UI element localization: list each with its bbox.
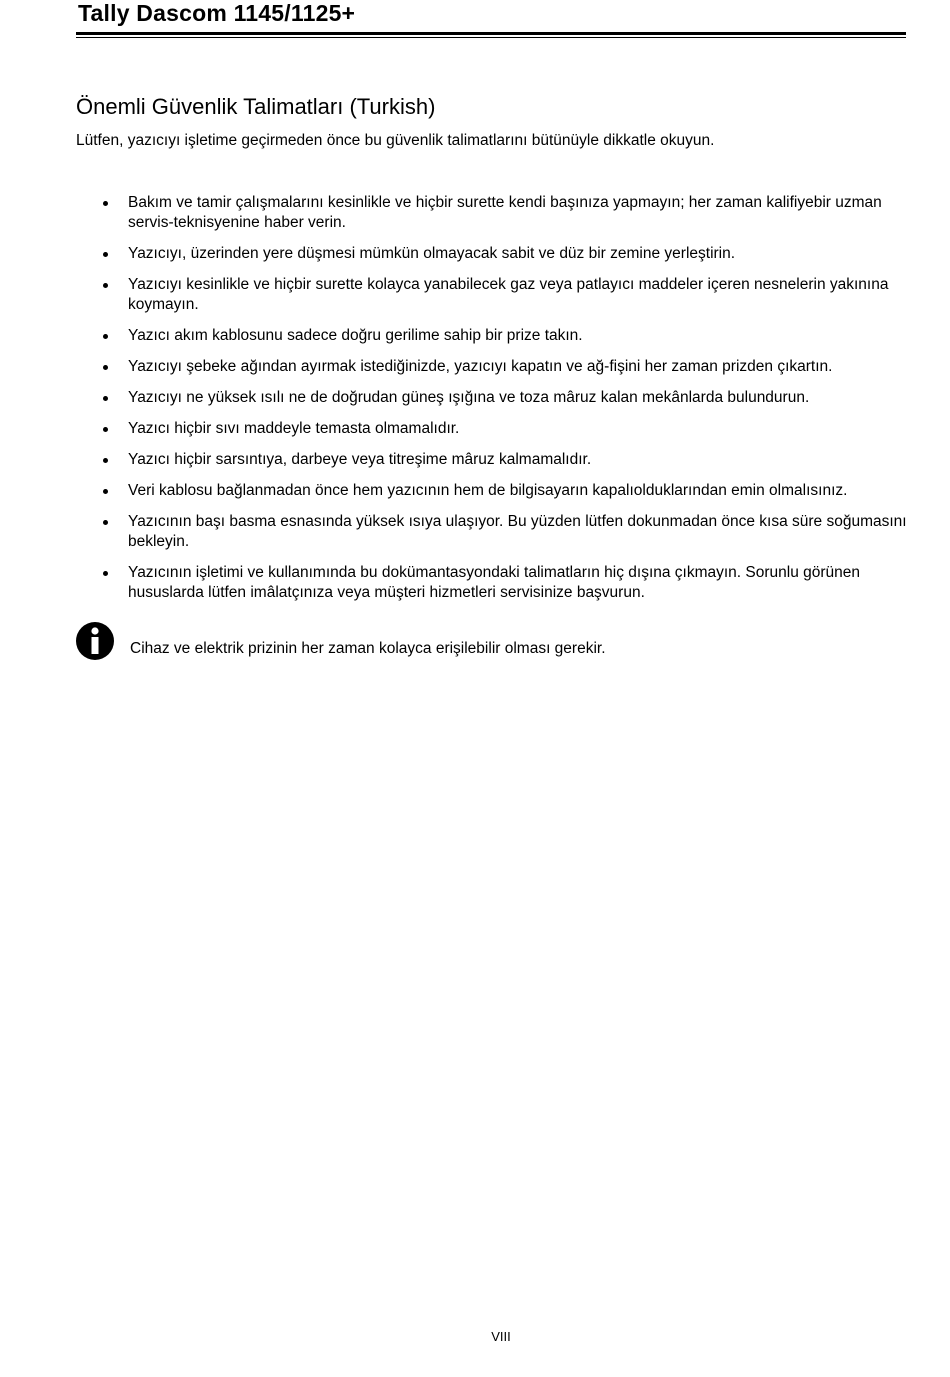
bullet-icon [103,427,108,432]
list-item-text: Yazıcıyı kesinlikle ve hiçbir surette kolayca yanabilecek gaz veya patlayıcı maddeler içeren nesnelerin yakınına koymayın. [128,276,889,313]
list-item [76,388,926,408]
list-item [76,357,926,377]
list-item [76,450,926,470]
bullet-icon [103,489,108,494]
list-item-text: Yazıcıyı, üzerinden yere düşmesi mümkün olmayacak sabit ve düz bir zemine yerleştirin. [128,245,736,262]
bullet-icon [103,334,108,339]
section-heading: Önemli Güvenlik Talimatları (Turkish) [76,94,436,119]
header-rule-thin [76,37,906,38]
page-number: VIII [491,1329,511,1344]
bullet-icon [103,571,108,576]
bullet-icon [103,201,108,206]
list-item-text: Yazıcı akım kablosunu sadece doğru gerilime sahip bir prize takın. [128,327,583,344]
bullet-icon [103,458,108,463]
list-item [76,244,926,264]
bullet-icon [103,396,108,401]
list-item-text: Veri kablosu bağlanmadan önce hem yazıcının hem de bilgisayarın kapalıolduklarından emin olmalısınız. [128,482,848,499]
info-icon [76,622,114,660]
bullet-icon [103,365,108,370]
list-item-text: Yazıcının başı basma esnasında yüksek ısıya ulaşıyor. Bu yüzden lütfen dokunmadan önce kısa süre soğumasını bekleyin. [128,513,907,550]
list-item [76,563,926,603]
list-item-text: Yazıcı hiçbir sarsıntıya, darbeye veya titreşime mâruz kalmamalıdır. [128,451,592,468]
bullet-icon [103,520,108,525]
list-item [76,481,926,501]
header-rule-thick [76,32,906,35]
document-header-title: Tally Dascom 1145/1125+ [78,0,356,26]
list-item [76,326,926,346]
list-item-text: Yazıcı hiçbir sıvı maddeyle temasta olmamalıdır. [128,420,460,437]
bullet-icon [103,252,108,257]
list-item [76,275,926,315]
list-item-text: Yazıcıyı ne yüksek ısılı ne de doğrudan güneş ışığına ve toza mâruz kalan mekânlarda bulundurun. [128,389,810,406]
list-item-text: Yazıcının işletimi ve kullanımında bu dokümantasyondaki talimatların hiç dışına çıkmayın. Sorunlu görünen hususlarda lütfen imâlatçınıza veya müşteri hizmetleri servisinize başvurun. [128,564,861,601]
list-item-text: Yazıcıyı şebeke ağından ayırmak istediğinizde, yazıcıyı kapatın ve ağ-fişini her zaman prizden çıkartın. [128,358,833,375]
list-item [76,512,926,552]
note-text: Cihaz ve elektrik prizinin her zaman kolayca erişilebilir olması gerekir. [130,640,606,657]
list-item [76,419,926,439]
list-item [76,193,926,233]
intro-paragraph: Lütfen, yazıcıyı işletime geçirmeden önce bu güvenlik talimatlarını bütünüyle dikkatle okuyun. [76,132,715,149]
bullet-icon [103,283,108,288]
list-item-text: Bakım ve tamir çalışmalarını kesinlikle ve hiçbir surette kendi başınıza yapmayın; her zaman kalifiyebir uzman servis-teknisyenine haber verin. [128,194,882,231]
safety-instructions-list [76,193,926,614]
info-note [76,622,926,662]
